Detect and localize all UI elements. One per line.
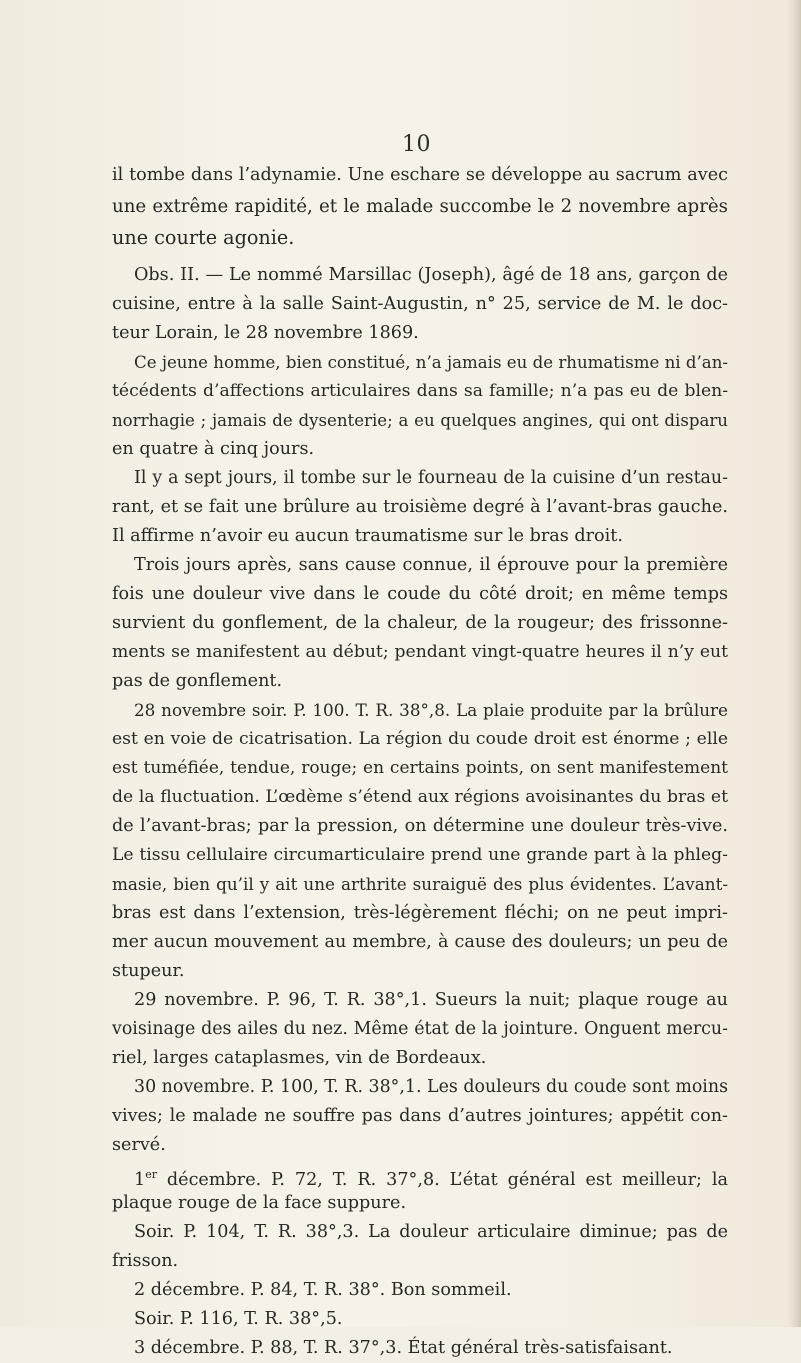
observation-line: en quatre à cinq jours.	[112, 439, 315, 459]
observation-line: vives; le malade ne souffre pas dans d’autres jointures; appétit con-	[112, 1106, 728, 1126]
observation-line: survient du gonflement, de la chaleur, de la rougeur; des frissonne-	[112, 613, 728, 633]
observation-line: 3 décembre. P. 88, T. R. 37°,3. État général très-satisfaisant.	[134, 1338, 673, 1358]
observation-line: Obs. II. — Le nommé Marsillac (Joseph), âgé de 18 ans, garçon de	[134, 265, 728, 285]
text-line: une courte agonie.	[112, 226, 295, 249]
observation-line: est en voie de cicatrisation. La région du coude droit est énorme ; elle	[112, 729, 728, 749]
observation-line: norrhagie ; jamais de dysenterie; a eu quelques angines, qui ont disparu	[112, 411, 728, 430]
observation-line: Le tissu cellulaire circumarticulaire prend une grande part à la phleg-	[112, 845, 728, 865]
observation-line: teur Lorain, le 28 novembre 1869.	[112, 323, 419, 343]
observation-line: de la fluctuation. L’œdème s’étend aux régions avoisinantes du bras et	[112, 787, 728, 807]
page-body	[112, 160, 728, 1363]
paragraph-gap	[112, 253, 728, 261]
observation-line: Il affirme n’avoir eu aucun traumatisme sur le bras droit.	[112, 526, 623, 546]
observation-line: técédents d’affections articulaires dans sa famille; n’a pas eu de blen-	[112, 381, 728, 401]
observation-line: Soir. P. 104, T. R. 38°,3. La douleur articulaire diminue; pas de	[134, 1222, 728, 1242]
observation-line: fois une douleur vive dans le coude du côté droit; en même temps	[112, 584, 728, 604]
observation-line: plaque rouge de la face suppure.	[112, 1193, 407, 1213]
observation-line: 2 décembre. P. 84, T. R. 38°. Bon sommeil.	[134, 1280, 512, 1300]
observation-line: 1er décembre. P. 72, T. R. 37°,8. L’état général est meilleur; la	[134, 1168, 728, 1190]
text-line: il tombe dans l’adynamie. Une eschare se développe au sacrum avec	[112, 165, 728, 185]
observation-line: ments se manifestent au début; pendant vingt-quatre heures il n’y eut	[112, 642, 728, 662]
observation-line: bras est dans l’extension, très-légèrement fléchi; on ne peut impri-	[112, 903, 728, 923]
observation-line: voisinage des ailes du nez. Même état de la jointure. Onguent mercu-	[112, 1019, 728, 1039]
observation-line: de l’avant-bras; par la pression, on détermine une douleur très-vive.	[112, 816, 728, 836]
intro-paragraph	[112, 160, 728, 253]
observation-line: 28 novembre soir. P. 100. T. R. 38°,8. La plaie produite par la brûlure	[134, 700, 728, 720]
page-number: 10	[402, 132, 431, 157]
observation-line: est tuméfiée, tendue, rouge; en certains points, on sent manifestement	[112, 758, 728, 778]
observation-line: riel, larges cataplasmes, vin de Bordeaux.	[112, 1048, 487, 1068]
observation-line: Trois jours après, sans cause connue, il éprouve pour la première	[134, 555, 728, 575]
observation-line: pas de gonflement.	[112, 671, 283, 691]
ordinal-superscript: er	[145, 1168, 157, 1181]
observation-line: servé.	[112, 1135, 166, 1155]
observation-line: frisson.	[112, 1251, 179, 1271]
page-edge-shadow	[787, 0, 801, 1327]
observation-line: stupeur.	[112, 961, 185, 981]
observation-line: rant, et se fait une brûlure au troisième degré à l’avant-bras gauche.	[112, 497, 728, 517]
observation-line: Ce jeune homme, bien constitué, n’a jamais eu de rhumatisme ni d’an-	[134, 353, 728, 372]
text-line: une extrême rapidité, et le malade succombe le 2 novembre après	[112, 196, 728, 217]
observation-line: Soir. P. 116, T. R. 38°,5.	[134, 1309, 343, 1329]
observation-line: masie, bien qu’il y ait une arthrite suraiguë des plus évidentes. L’avant-	[112, 874, 728, 894]
observation-line: cuisine, entre à la salle Saint-Augustin, n° 25, service de M. le doc-	[112, 294, 728, 314]
observation-line: Il y a sept jours, il tombe sur le fourneau de la cuisine d’un restau-	[134, 468, 728, 488]
observation-line: mer aucun mouvement au membre, à cause des douleurs; un peu de	[112, 932, 728, 952]
observation-section	[112, 261, 728, 1363]
observation-line: 30 novembre. P. 100, T. R. 38°,1. Les douleurs du coude sont moins	[134, 1077, 728, 1097]
observation-line: 29 novembre. P. 96, T. R. 38°,1. Sueurs la nuit; plaque rouge au	[134, 990, 728, 1010]
